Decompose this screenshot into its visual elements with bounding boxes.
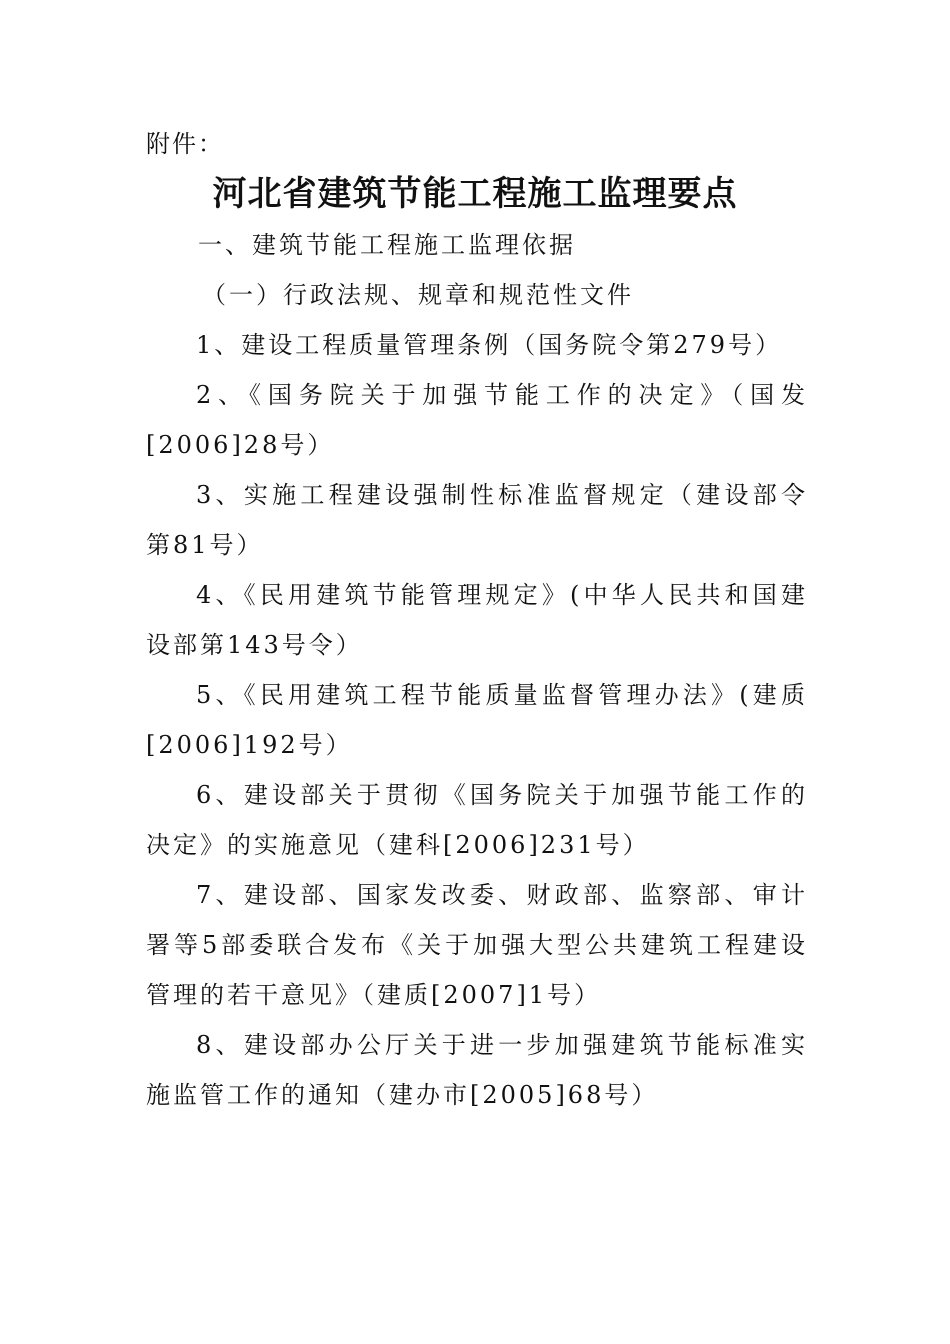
document-body	[146, 220, 808, 1120]
list-item: 7、建设部、国家发改委、财政部、监察部、审计署等5部委联合发布《关于加强大型公共建筑工程建设管理的若干意见》（建质[2007]1号）	[146, 881, 808, 1009]
list-item: 5、《民用建筑工程节能质量监督管理办法》(建质[2006]192号）	[146, 681, 808, 759]
list-item: 3、实施工程建设强制性标准监督规定（建设部令第81号）	[146, 481, 808, 559]
list-item: 1、建设工程质量管理条例（国务院令第279号）	[196, 331, 783, 359]
list-item: 2、《国务院关于加强节能工作的决定》（国发[2006]28号）	[146, 381, 808, 459]
attachment-label: 附件：	[146, 130, 224, 158]
document-title: 河北省建筑节能工程施工监理要点	[212, 174, 738, 214]
list-item: 8、建设部办公厅关于进一步加强建筑节能标准实施监管工作的通知（建办市[2005]68号）	[146, 1031, 808, 1109]
list-item: 4、《民用建筑节能管理规定》(中华人民共和国建设部第143号令）	[146, 581, 808, 659]
section-heading: 一、建筑节能工程施工监理依据	[198, 231, 576, 259]
list-item: 6、建设部关于贯彻《国务院关于加强节能工作的决定》的实施意见（建科[2006]231号）	[146, 781, 808, 859]
subsection-heading: （一）行政法规、规章和规范性文件	[202, 281, 634, 309]
